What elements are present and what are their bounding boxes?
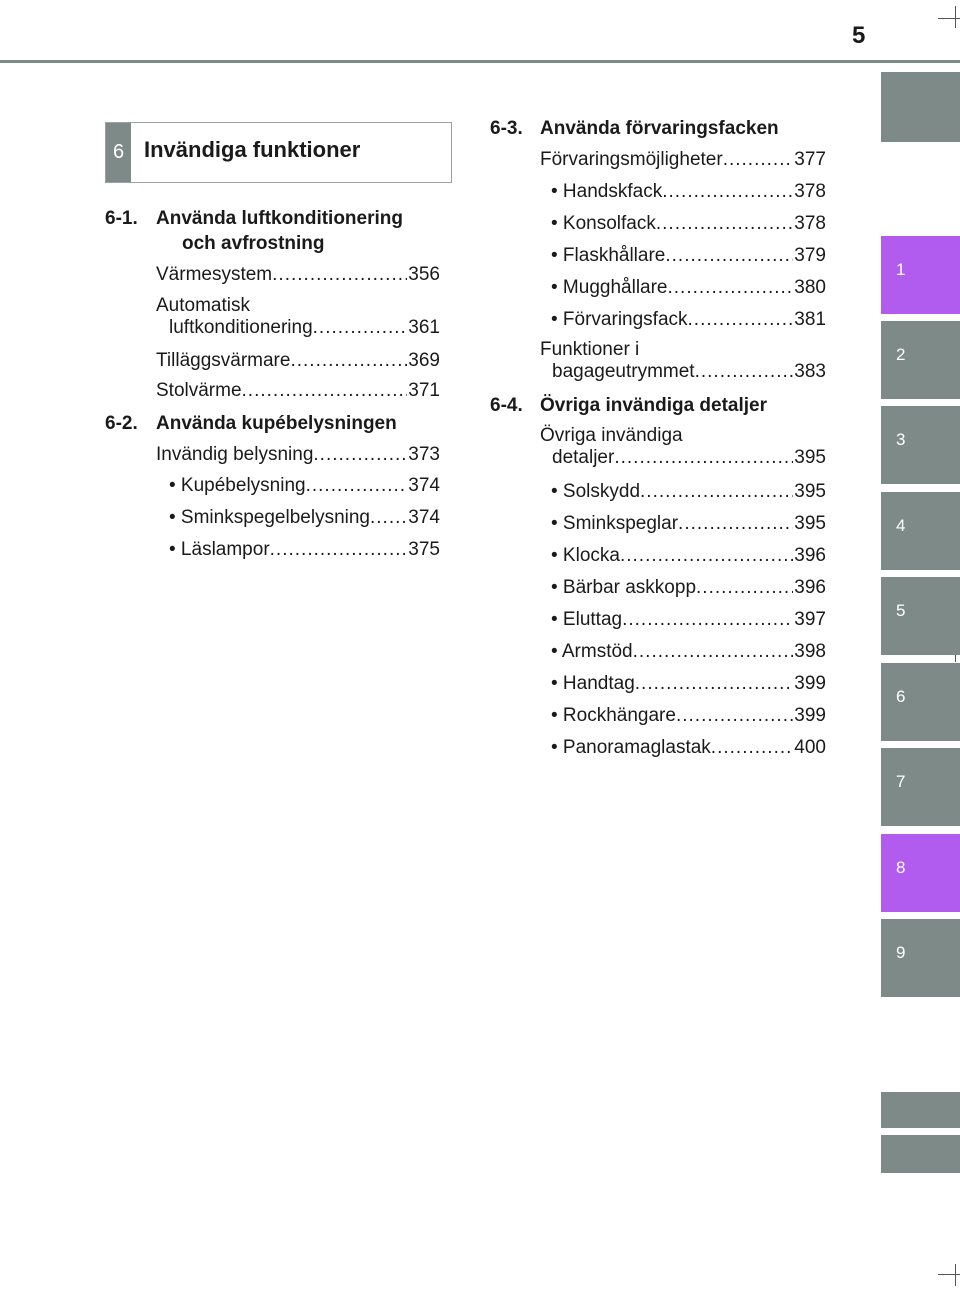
- toc-entry-text: • Klocka: [551, 545, 620, 566]
- toc-entry-text: Tilläggsvärmare: [156, 350, 291, 371]
- chapter-tab-8[interactable]: [881, 834, 960, 912]
- toc-entry-page: 373: [408, 444, 440, 465]
- toc-entry[interactable]: [540, 277, 826, 309]
- toc-entry-text-cont: detaljer: [552, 447, 615, 468]
- chapter-tab-label: 5: [896, 601, 906, 620]
- toc-entry-text: Stolvärme: [156, 380, 242, 401]
- toc-entry-text: • Sminkspegelbelysning: [169, 507, 370, 528]
- toc-entry[interactable]: [540, 641, 826, 673]
- toc-entry-page: 395: [794, 513, 826, 534]
- chapter-tab-4[interactable]: [881, 492, 960, 570]
- toc-section-title: Övriga invändiga detaljer: [540, 395, 768, 416]
- toc-entry-text: • Mugghållare: [551, 277, 668, 298]
- toc-entry-text: Förvaringsmöjligheter: [540, 149, 723, 170]
- toc-entry-text: • Kupébelysning: [169, 475, 306, 496]
- section-number: 6: [106, 123, 131, 182]
- toc-entry[interactable]: [540, 609, 826, 641]
- top-rule: [0, 60, 960, 63]
- toc-entry-text: • Rockhängare: [551, 705, 676, 726]
- toc-entry-page: 356: [408, 264, 440, 285]
- toc-entry-page: 374: [408, 475, 440, 496]
- toc-entry-page: 399: [794, 705, 826, 726]
- toc-entry[interactable]: [540, 577, 826, 609]
- chapter-tab-label: 4: [896, 516, 906, 535]
- toc-entry-text: • Konsolfack: [551, 213, 656, 234]
- toc-entry-text: • Handtag: [551, 673, 635, 694]
- chapter-tab-label: 7: [896, 772, 906, 791]
- chapter-tab-2[interactable]: [881, 321, 960, 399]
- toc-entry-page: 374: [408, 507, 440, 528]
- toc-section-title: Använda kupébelysningen: [156, 413, 397, 434]
- chapter-tab-label: 9: [896, 943, 906, 962]
- crop-mark-bottom: [938, 1274, 960, 1275]
- toc-entry-page: 378: [794, 213, 826, 234]
- toc-entry[interactable]: [540, 339, 826, 395]
- crop-mark-top: [938, 18, 960, 19]
- toc-entry[interactable]: [156, 507, 440, 539]
- toc-entry-text: • Flaskhållare: [551, 245, 666, 266]
- toc-entry-text: Värmesystem: [156, 264, 273, 285]
- toc-entry-text: • Eluttag: [551, 609, 623, 630]
- toc-entry-page: 396: [794, 545, 826, 566]
- crop-mark-top-v: [955, 6, 956, 28]
- toc-entry-page: 399: [794, 673, 826, 694]
- toc-entry-page: 377: [794, 149, 826, 170]
- section-header: [105, 122, 452, 183]
- toc-entry[interactable]: [156, 380, 440, 413]
- toc-entry-page: 395: [794, 447, 826, 468]
- toc-entry-page: 383: [794, 361, 826, 382]
- toc-entry[interactable]: [156, 475, 440, 507]
- toc-entry-text: Invändig belysning: [156, 444, 314, 465]
- toc-entry[interactable]: [540, 181, 826, 213]
- toc-section-number: 6-3.: [490, 118, 523, 139]
- toc-entry-page: 369: [408, 350, 440, 371]
- toc-entry-text: Övriga invändiga: [540, 425, 683, 446]
- toc-entry-text: Funktioner i: [540, 339, 640, 360]
- toc-entry-text: Automatisk: [156, 295, 250, 316]
- toc-entry[interactable]: [540, 245, 826, 277]
- toc-entry-text-cont: luftkonditionering: [169, 317, 313, 338]
- toc-entry-page: 375: [408, 539, 440, 560]
- toc-entry-page: 397: [794, 609, 826, 630]
- toc-entry[interactable]: [156, 295, 440, 350]
- toc-entry[interactable]: [156, 264, 440, 295]
- toc-entry[interactable]: [540, 213, 826, 245]
- chapter-tab-1[interactable]: [881, 236, 960, 314]
- crop-mark-bottom-v: [955, 1264, 956, 1286]
- toc-entry[interactable]: [540, 425, 826, 481]
- toc-section-number: 6-2.: [105, 413, 138, 434]
- chapter-tab-6[interactable]: [881, 663, 960, 741]
- toc-section-number: 6-1.: [105, 208, 138, 229]
- chapter-tab-label: 1: [896, 260, 906, 279]
- toc-entry-text: • Panoramaglastak: [551, 737, 711, 758]
- chapter-tab-label: 6: [896, 687, 906, 706]
- chapter-tab-label: 3: [896, 430, 906, 449]
- toc-section-number: 6-4.: [490, 395, 523, 416]
- toc-entry-page: 400: [794, 737, 826, 758]
- toc-entry[interactable]: [540, 545, 826, 577]
- chapter-tab-blank[interactable]: [881, 1092, 960, 1128]
- toc-entry-text-cont: bagageutrymmet: [552, 361, 695, 382]
- toc-section-title: Använda luftkonditionering: [156, 208, 403, 229]
- toc-entry[interactable]: [540, 705, 826, 737]
- toc-entry[interactable]: [156, 444, 440, 475]
- toc-section-6-1: [105, 208, 440, 264]
- toc-section-6-2: [105, 413, 440, 444]
- toc-entry-page: 398: [794, 641, 826, 662]
- chapter-tab-blank[interactable]: [881, 1135, 960, 1173]
- section-title: Invändiga funktioner: [144, 137, 361, 162]
- toc-entry-page: 378: [794, 181, 826, 202]
- toc-column-right: [490, 118, 826, 769]
- chapter-tab-5[interactable]: [881, 577, 960, 655]
- toc-entry-page: 379: [794, 245, 826, 266]
- toc-entry-page: 371: [408, 380, 440, 401]
- toc-entry[interactable]: [156, 350, 440, 380]
- toc-entry[interactable]: [540, 513, 826, 545]
- toc-entry-text: • Handskfack: [551, 181, 663, 202]
- toc-entry[interactable]: [540, 481, 826, 513]
- toc-section-title-cont: och avfrostning: [182, 233, 325, 254]
- toc-entry-text: • Läslampor: [169, 539, 270, 560]
- page-number: 5: [852, 22, 866, 49]
- toc-entry[interactable]: [540, 309, 826, 339]
- toc-entry-page: 380: [794, 277, 826, 298]
- toc-entry-page: 396: [794, 577, 826, 598]
- chapter-tab-7[interactable]: [881, 748, 960, 826]
- chapter-tab-label: 2: [896, 345, 906, 364]
- toc-entry-text: • Förvaringsfack: [551, 309, 688, 330]
- toc-entry[interactable]: [540, 737, 826, 769]
- toc-entry[interactable]: [540, 673, 826, 705]
- toc-entry-text: • Sminkspeglar: [551, 513, 679, 534]
- chapter-tab-3[interactable]: [881, 406, 960, 484]
- toc-entry[interactable]: [156, 539, 440, 571]
- toc-entry-text: • Solskydd: [551, 481, 641, 502]
- toc-entry-text: • Bärbar askkopp: [551, 577, 697, 598]
- chapter-tab-9[interactable]: [881, 919, 960, 997]
- toc-section-6-3: [490, 118, 826, 149]
- toc-entry[interactable]: [540, 149, 826, 181]
- chapter-tab-label: 8: [896, 858, 906, 877]
- toc-column-left: [105, 208, 440, 571]
- toc-entry-text: • Armstöd: [551, 641, 633, 662]
- toc-entry-page: 395: [794, 481, 826, 502]
- toc-section-title: Använda förvaringsfacken: [540, 118, 779, 139]
- chapter-tab-blank[interactable]: [881, 72, 960, 142]
- toc-entry-page: 381: [794, 309, 826, 330]
- toc-section-6-4: [490, 395, 826, 425]
- toc-entry-page: 361: [408, 317, 440, 338]
